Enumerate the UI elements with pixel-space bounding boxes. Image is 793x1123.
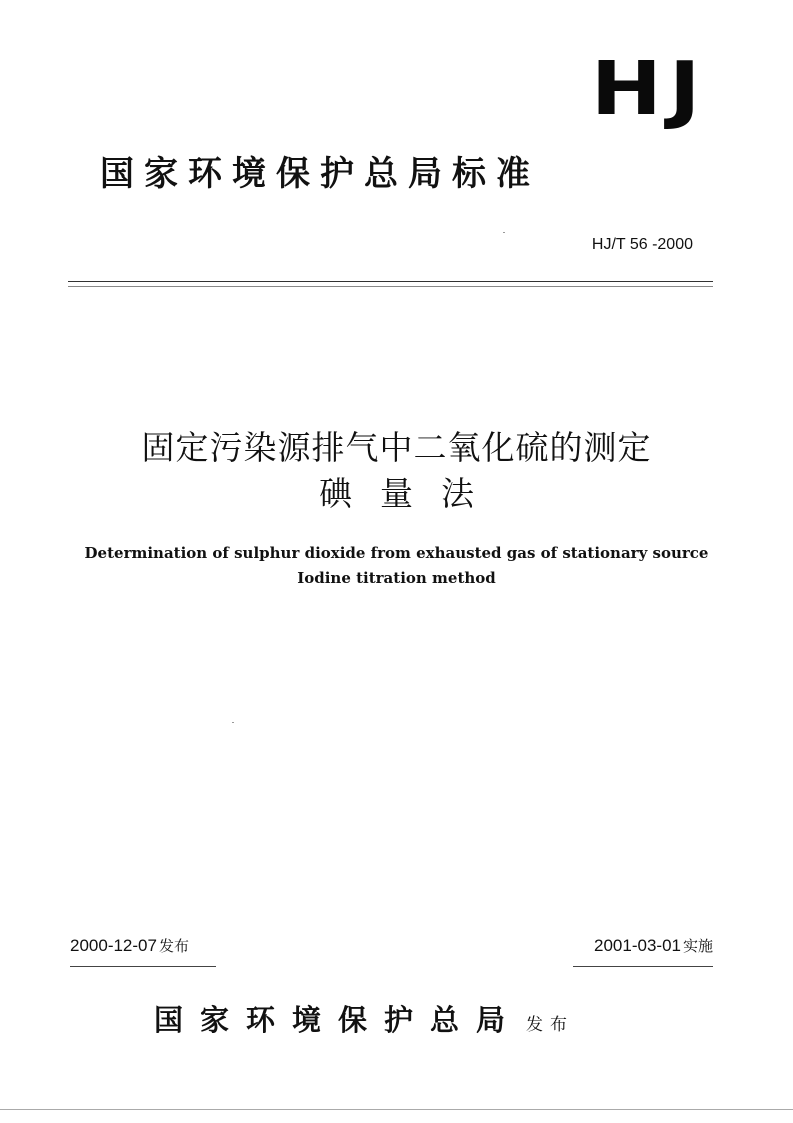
issue-label: 发布 xyxy=(158,937,189,955)
implementation-label: 实施 xyxy=(682,937,713,955)
publisher-action: 发布 xyxy=(526,1015,575,1035)
header-divider-secondary xyxy=(68,286,713,287)
scan-speck xyxy=(232,722,234,723)
title-chinese-line2: 碘量法 xyxy=(319,474,502,513)
implementation-date: 2001-03-01 xyxy=(594,936,681,955)
issue-date: 2000-12-07 xyxy=(70,936,157,955)
issuing-authority-header: 国家环境保护总局标准 xyxy=(100,154,540,194)
hj-logo: HJ xyxy=(590,46,707,132)
implementation-date-underline xyxy=(573,966,713,967)
publisher-line xyxy=(154,998,574,1039)
implementation-date-block xyxy=(594,935,713,956)
page-bottom-border xyxy=(0,1109,793,1110)
header-divider xyxy=(68,281,713,282)
issue-date-underline xyxy=(70,966,216,967)
issue-date-block xyxy=(70,935,189,956)
title-english-line2: Iodine titration method xyxy=(297,569,496,587)
title-chinese-line1: 固定污染源排气中二氧化硫的测定 xyxy=(141,428,652,467)
standard-number: HJ/T 56 -2000 xyxy=(591,236,693,253)
scan-speck xyxy=(503,232,505,233)
title-english-line1: Determination of sulphur dioxide from exhausted gas of stationary source xyxy=(84,544,709,562)
publisher-name: 国家环境保护总局 xyxy=(154,1003,523,1037)
